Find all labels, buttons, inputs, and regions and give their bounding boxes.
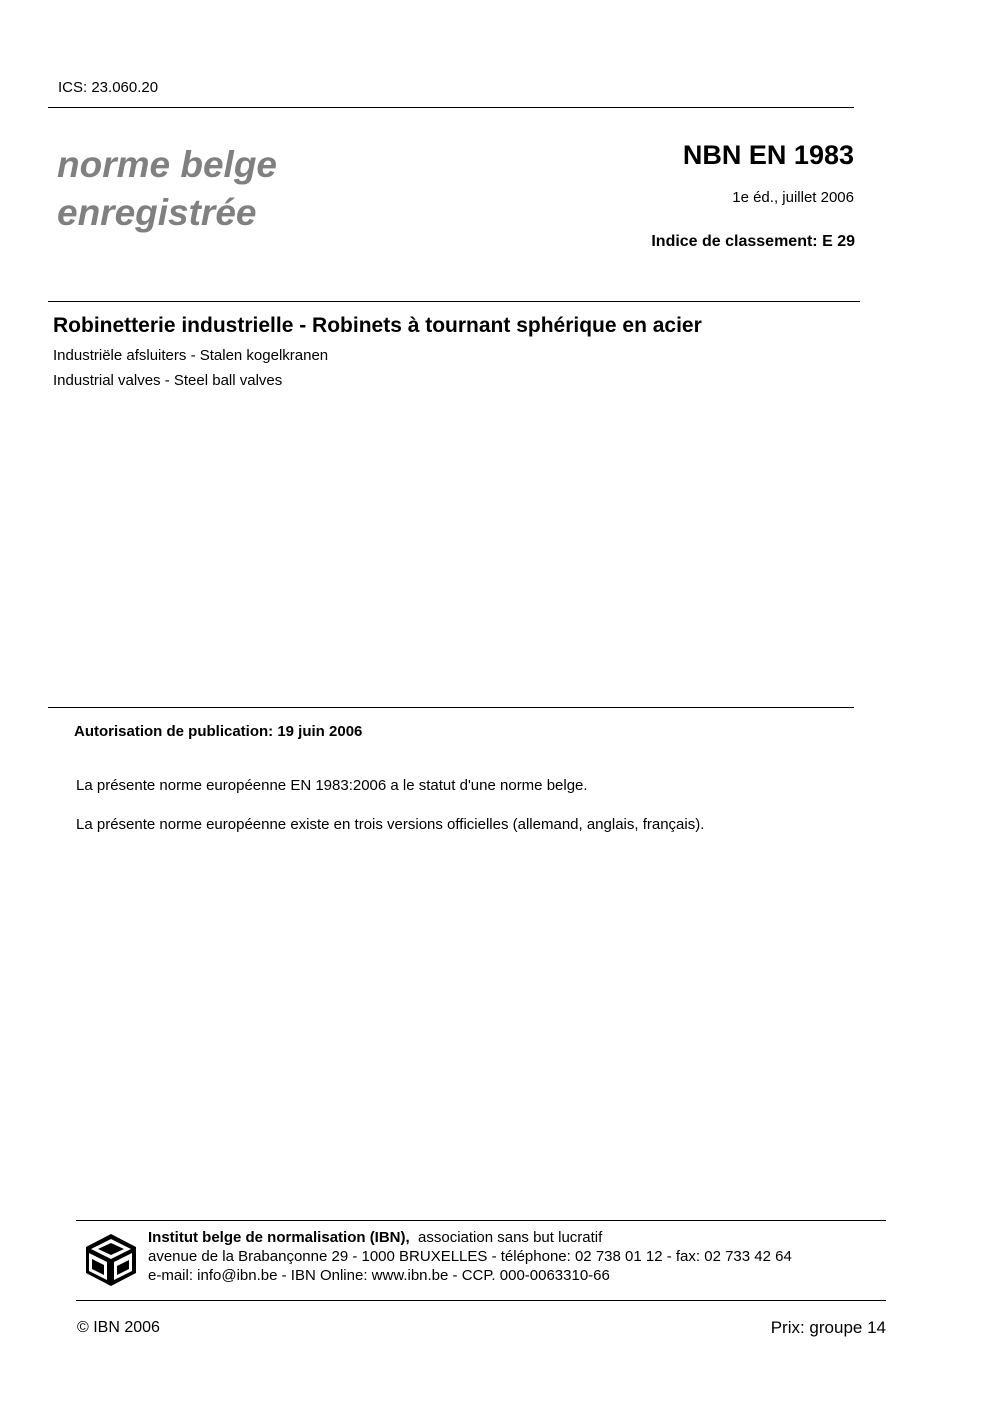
body-divider — [48, 707, 854, 708]
footer-top-divider — [76, 1220, 886, 1221]
title-divider — [48, 301, 860, 302]
ics-code: ICS: 23.060.20 — [58, 79, 159, 96]
versions-paragraph: La présente norme européenne existe en trois versions officielles (allemand, anglais, français). — [76, 816, 705, 833]
header-divider — [48, 107, 854, 108]
classification-index: Indice de classement: E 29 — [651, 233, 855, 250]
brand-line-2: enregistrée — [57, 192, 257, 233]
brand-line-1: norme belge — [57, 144, 277, 185]
organization-block — [148, 1228, 792, 1285]
edition-date: 1e éd., juillet 2006 — [732, 189, 854, 206]
title-french: Robinetterie industrielle - Robinets à tournant sphérique en acier — [53, 314, 702, 337]
title-dutch: Industriële afsluiters - Stalen kogelkranen — [53, 347, 329, 364]
brand-title — [57, 141, 277, 237]
price-group: Prix: groupe 14 — [770, 1318, 886, 1337]
copyright: © IBN 2006 — [77, 1319, 160, 1336]
org-contact: e-mail: info@ibn.be - IBN Online: www.ibn.be - CCP. 000-0063310-66 — [148, 1267, 610, 1284]
logo-text: BIN — [110, 1281, 112, 1282]
authorization-date: Autorisation de publication: 19 juin 2006 — [74, 723, 363, 740]
org-address: avenue de la Brabançonne 29 - 1000 BRUXELLES - téléphone: 02 738 01 12 - fax: 02 733 42 64 — [148, 1248, 792, 1265]
footer-bottom-divider — [76, 1300, 886, 1301]
status-paragraph: La présente norme européenne EN 1983:2006 a le statut d'une norme belge. — [76, 777, 588, 794]
title-english: Industrial valves - Steel ball valves — [53, 372, 283, 389]
ibn-logo-icon — [84, 1233, 138, 1287]
standard-code: NBN EN 1983 — [682, 140, 854, 170]
org-name: Institut belge de normalisation (IBN), — [148, 1229, 410, 1246]
org-type: association sans but lucratif — [418, 1229, 603, 1246]
org-line-1 — [148, 1228, 792, 1247]
